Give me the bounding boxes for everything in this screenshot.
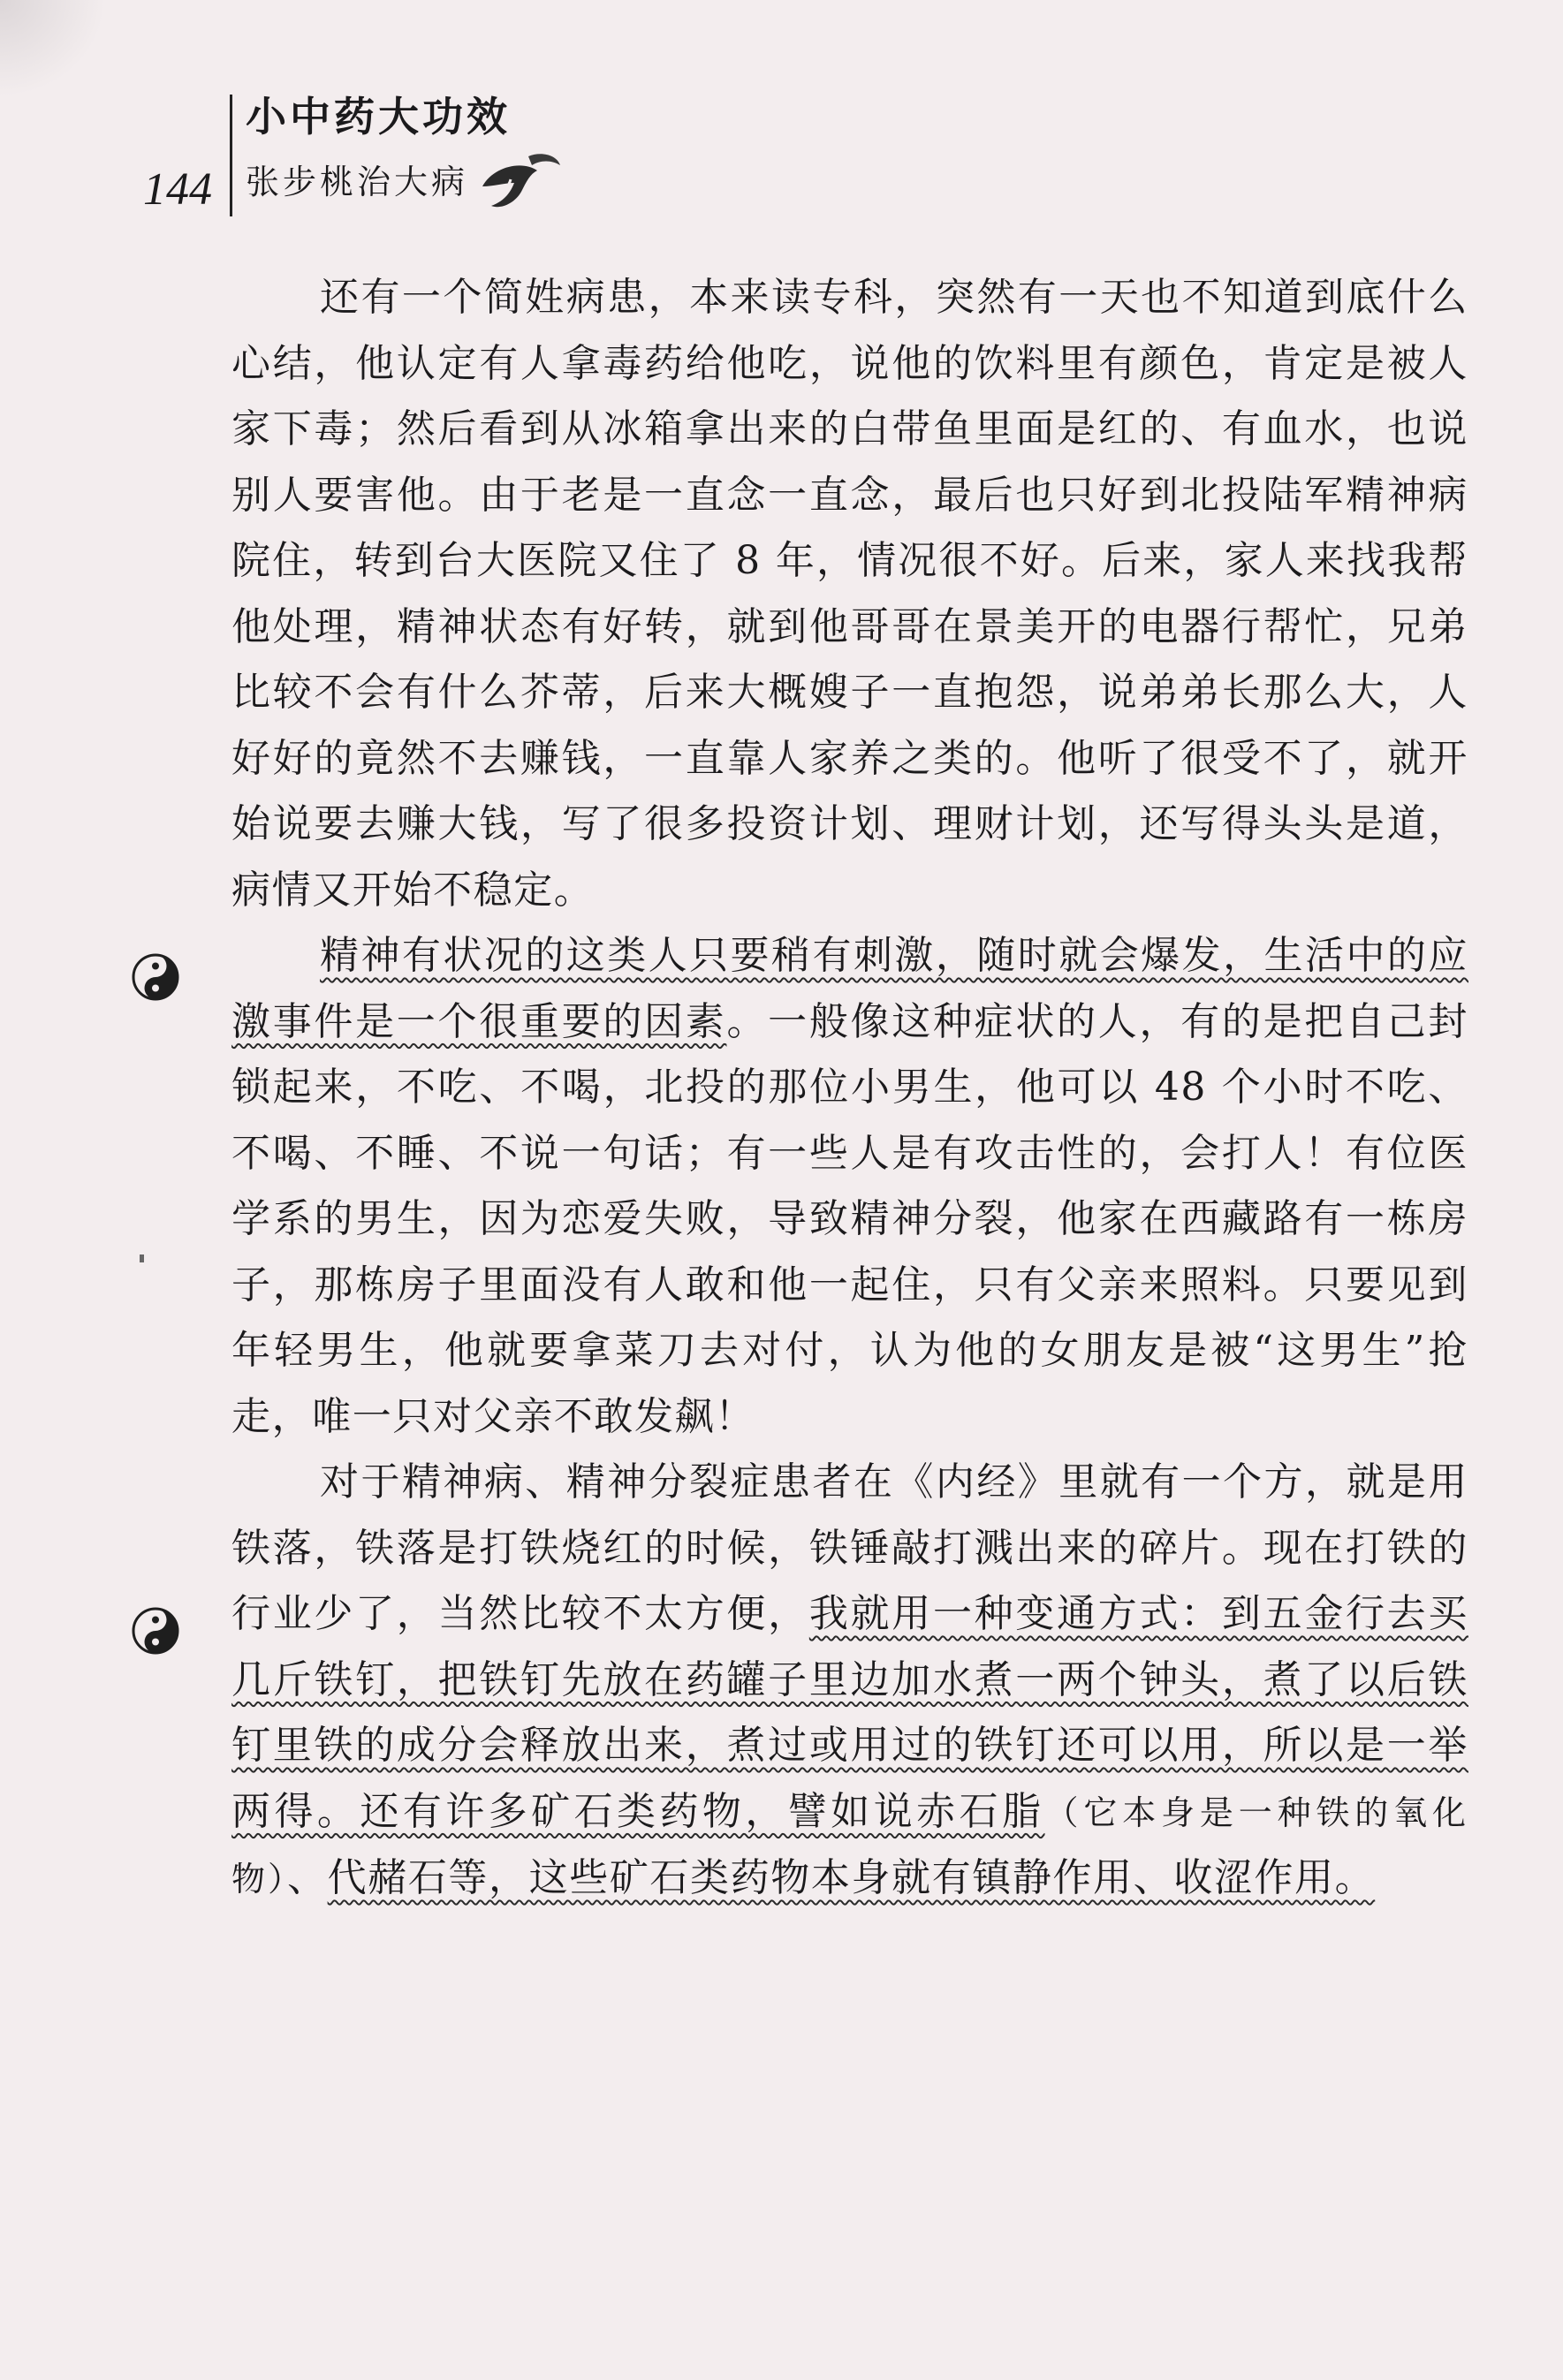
scan-shadow [0,0,106,97]
running-header [133,84,751,216]
margin-mark [140,1254,144,1262]
brush-stroke-icon [475,148,564,218]
underlined-passage: 代赭石等，这些矿石类药物本身就有镇静作用、收涩作用。 [327,1855,1376,1900]
book-subtitle: 张步桃治大病 [246,163,469,201]
page-number: 144 [143,164,212,215]
paragraph-text: 对于精神病、精神分裂症患者在《内经》里就有一个方，就是用铁落，铁落是打铁烧红的时候，铁锤敲打溅出来的碎片。现在打铁的行业少了，当然比较不太方便， [231,1459,1468,1636]
paragraph-1 [231,265,1468,923]
header-divider [230,95,232,216]
paragraph-2 [231,923,1468,1450]
paragraph-text: 还有一个简姓病患，本来读专科，突然有一天也不知道到底什么心结，他认定有人拿毒药给他吃，说他的饮料里有颜色，肯定是被人家下毒；然后看到从冰箱拿出来的白带鱼里面是红的、有血水，也说别人要害他。由于老是一直念一直念，最后也只好到北投陆军精神病院住，转到台大医院又住了 8 年，情况很不好。后来，家人来找我帮他处理，精神状态有好转，就到他哥哥在景美开的电器行帮忙，兄弟比较不会有什么芥蒂，后来大概嫂子一直抱怨，说弟弟长那么大，人好好的竟然不去赚钱，一直靠人家养之类的。他听了很受不了，就开始说要去赚大钱，写了很多投资计划、理财计划，还写得头头是道，病情又开始不稳定。 [231,275,1468,913]
article-body [231,265,1468,1913]
paragraph-3 [231,1450,1468,1913]
yin-yang-icon [131,1606,180,1656]
underlined-passage: 精神有状况的这类人只要稍有刺激，随时就会爆发，生活中的应激事件是一个很重要的因素 [231,933,1468,1044]
yin-yang-icon [131,952,180,1002]
paragraph-text: 。一般像这种症状的人，有的是把自己封锁起来，不吃、不喝，北投的那位小男生，他可以 48 个小时不吃、不喝、不睡、不说一句话；有一些人是有攻击性的，会打人！有位医学系的男生，因为恋爱失败，导致精神分裂，他家在西藏路有一栋房子，那栋房子里面没有人敢和他一起住，只有父亲来照料。只要见到年轻男生，他就要拿菜刀去对付，认为他的女朋友是被“这男生”抢走，唯一只对父亲不敢发飙！ [231,998,1468,1439]
underlined-passage: 我就用一种变通方式：到五金行去买几斤铁钉，把铁钉先放在药罐子里边加水煮一两个钟头，煮了以后铁钉里铁的成分会释放出来，煮过或用过的铁钉还可以用，所以是一举两得。还有许多矿石类药物，譬如说赤石脂 [231,1591,1468,1834]
book-title: 小中药大功效 [246,93,511,140]
parenthetical-note: （它本身是一种铁的氧化物） [231,1793,1468,1899]
paragraph-text: 、 [287,1855,328,1900]
